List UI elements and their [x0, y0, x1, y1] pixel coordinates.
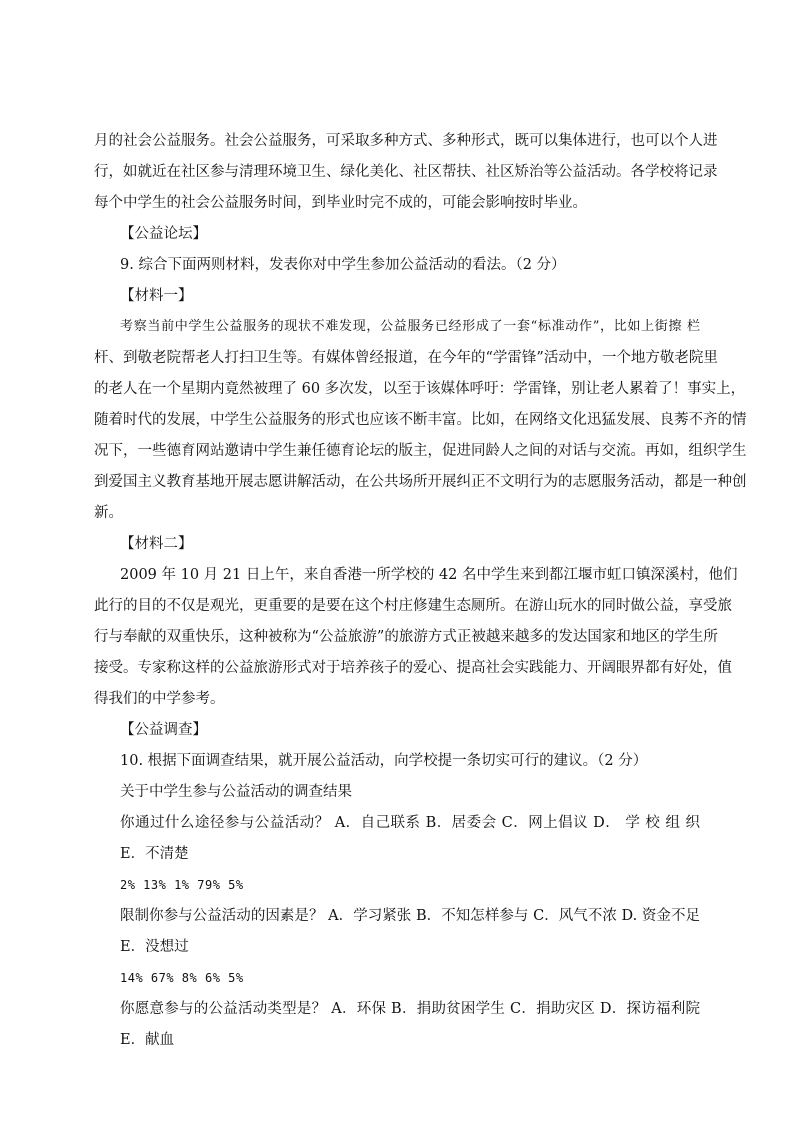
survey-stats: 14% 67% 8% 6% 5%: [120, 971, 244, 985]
material-1-line: 考察当前中学生公益服务的现状不难发现，公益服务已经形成了一套“标准动作”，比如上街擦 栏: [120, 319, 700, 334]
material-2-line: 行与奉献的双重快乐，这种被称为“公益旅游”的旅游方式正被越来越多的发达国家和地区的学生所: [94, 629, 718, 645]
question-10: 10. 根据下面调查结果，就开展公益活动，向学校提一条切实可行的建议。（2 分）: [120, 753, 648, 769]
material-1-line: 况下，一些德育网站邀请中学生兼任德育论坛的版主，促进同龄人之间的对话与交流。再如，组织学生: [94, 443, 747, 459]
forum-heading: 【公益论坛】: [120, 226, 207, 242]
material-2-heading: 【材料二】: [120, 536, 193, 552]
survey-question: 你通过什么途径参与公益活动？ A．自己联系 B．居委会 C．网上倡议 D． 学 校 组 织: [120, 815, 700, 831]
material-1-line: 随着时代的发展，中学生公益服务的形式也应该不断丰富。比如，在网络文化迅猛发展、良莠不齐的情: [94, 412, 747, 428]
survey-option-e: E．献血: [120, 1032, 175, 1048]
material-2-line: 2009 年 10 月 21 日上午，来自香港一所学校的 42 名中学生来到都江堰市虹口镇深溪村，他们: [120, 567, 738, 583]
survey-heading: 【公益调查】: [120, 722, 207, 738]
survey-question: 限制你参与公益活动的因素是？ A．学习紧张 B．不知怎样参与 C．风气不浓 D. 资金不足: [120, 908, 700, 924]
material-2-line: 得我们的中学参考。: [94, 691, 225, 707]
intro-line-2: 行，如就近在社区参与清理环境卫生、绿化美化、社区帮扶、社区矫治等公益活动。各学校将记录: [94, 164, 718, 180]
material-1-heading: 【材料一】: [120, 288, 193, 304]
material-1-line: 杆、到敬老院帮老人打扫卫生等。有媒体曾经报道，在今年的“学雷锋”活动中，一个地方敬老院里: [94, 350, 718, 366]
intro-line-3: 每个中学生的社会公益服务时间，到毕业时完不成的，可能会影响按时毕业。: [94, 195, 587, 211]
survey-stats: 2% 13% 1% 79% 5%: [120, 878, 244, 892]
material-1-line: 的老人在一个星期内竟然被理了 60 多次发，以至于该媒体呼吁：学雷锋，别让老人累着了！事实上，: [94, 381, 746, 397]
survey-question: 你愿意参与的公益活动类型是？ A．环保 B．捐助贫困学生 C．捐助灾区 D．探访福利院: [120, 1001, 700, 1017]
intro-line-1: 月的社会公益服务。社会公益服务，可采取多种方式、多种形式，既可以集体进行，也可以个人进: [94, 133, 718, 149]
survey-title: 关于中学生参与公益活动的调查结果: [120, 784, 352, 800]
material-1-line: 到爱国主义教育基地开展志愿讲解活动，在公共场所开展纠正不文明行为的志愿服务活动，都是一种创: [94, 474, 747, 490]
survey-option-e: E．不清楚: [120, 846, 189, 862]
survey-option-e: E．没想过: [120, 939, 189, 955]
material-2-line: 此行的目的不仅是观光，更重要的是要在这个村庄修建生态厕所。在游山玩水的同时做公益，享受旅: [94, 598, 732, 614]
material-1-line: 新。: [94, 505, 123, 521]
question-9: 9. 综合下面两则材料，发表你对中学生参加公益活动的看法。（2 分）: [120, 257, 566, 273]
material-2-line: 接受。专家称这样的公益旅游形式对于培养孩子的爱心、提高社会实践能力、开阔眼界都有好处，值: [94, 660, 732, 676]
